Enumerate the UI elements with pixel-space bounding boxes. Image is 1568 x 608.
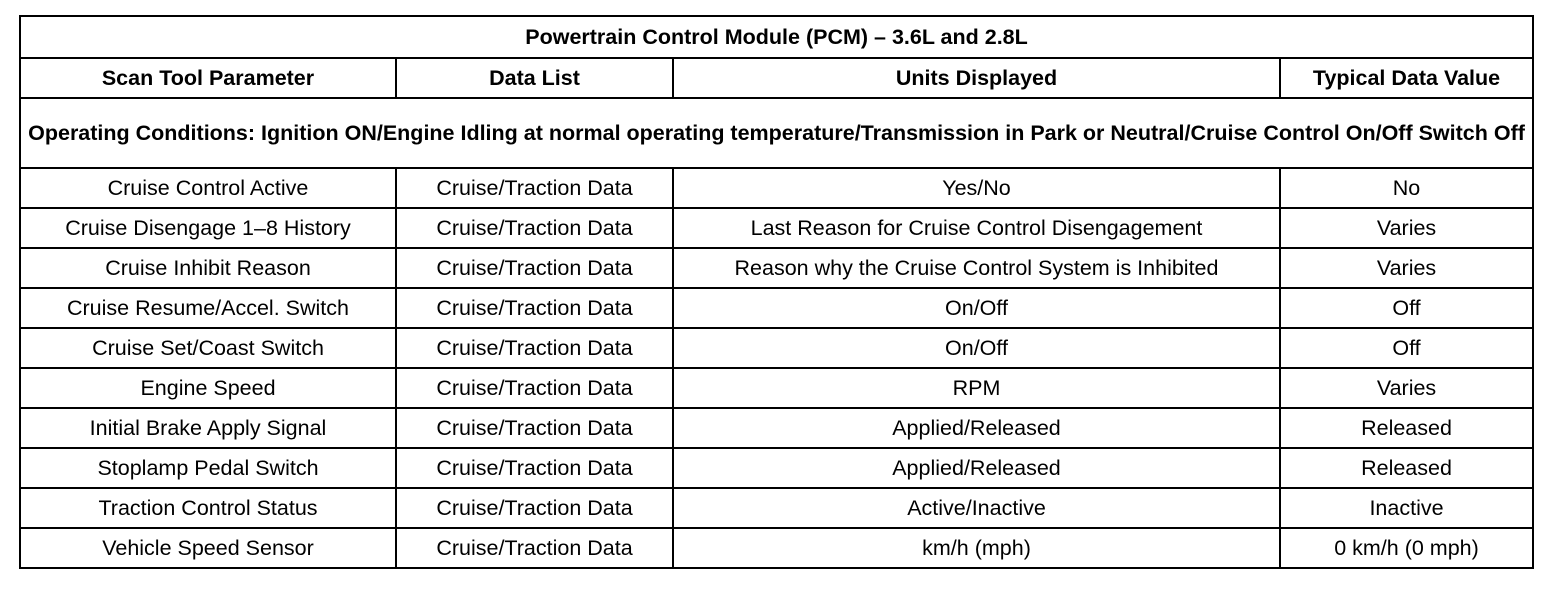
- cell-units: Last Reason for Cruise Control Disengagement: [673, 208, 1280, 248]
- table-row: [20, 528, 1533, 568]
- table-row: [20, 168, 1533, 208]
- operating-conditions-row: [20, 98, 1533, 168]
- table-row: [20, 208, 1533, 248]
- cell-parameter: Cruise Inhibit Reason: [20, 248, 396, 288]
- cell-parameter: Cruise Set/Coast Switch: [20, 328, 396, 368]
- cell-typical-value: Off: [1280, 328, 1533, 368]
- cell-typical-value: Inactive: [1280, 488, 1533, 528]
- table-row: [20, 408, 1533, 448]
- cell-data-list: Cruise/Traction Data: [396, 448, 673, 488]
- cell-units: RPM: [673, 368, 1280, 408]
- pcm-data-table-container: [19, 15, 1532, 569]
- cell-typical-value: 0 km/h (0 mph): [1280, 528, 1533, 568]
- column-header-units: Units Displayed: [673, 58, 1280, 98]
- table-title-row: [20, 16, 1533, 58]
- table-body: [20, 168, 1533, 568]
- cell-parameter: Traction Control Status: [20, 488, 396, 528]
- cell-units: km/h (mph): [673, 528, 1280, 568]
- cell-typical-value: Released: [1280, 448, 1533, 488]
- cell-units: Applied/Released: [673, 448, 1280, 488]
- cell-parameter: Cruise Disengage 1–8 History: [20, 208, 396, 248]
- cell-parameter: Initial Brake Apply Signal: [20, 408, 396, 448]
- cell-parameter: Stoplamp Pedal Switch: [20, 448, 396, 488]
- cell-parameter: Vehicle Speed Sensor: [20, 528, 396, 568]
- cell-typical-value: Varies: [1280, 208, 1533, 248]
- cell-data-list: Cruise/Traction Data: [396, 368, 673, 408]
- cell-units: On/Off: [673, 328, 1280, 368]
- cell-data-list: Cruise/Traction Data: [396, 288, 673, 328]
- cell-data-list: Cruise/Traction Data: [396, 408, 673, 448]
- table-row: [20, 328, 1533, 368]
- cell-data-list: Cruise/Traction Data: [396, 248, 673, 288]
- cell-typical-value: Varies: [1280, 368, 1533, 408]
- column-header-data-list: Data List: [396, 58, 673, 98]
- cell-typical-value: Off: [1280, 288, 1533, 328]
- table-row: [20, 368, 1533, 408]
- cell-typical-value: Varies: [1280, 248, 1533, 288]
- cell-parameter: Cruise Resume/Accel. Switch: [20, 288, 396, 328]
- cell-typical-value: Released: [1280, 408, 1533, 448]
- cell-data-list: Cruise/Traction Data: [396, 528, 673, 568]
- cell-parameter: Engine Speed: [20, 368, 396, 408]
- table-row: [20, 288, 1533, 328]
- pcm-data-table: [19, 15, 1534, 569]
- cell-data-list: Cruise/Traction Data: [396, 488, 673, 528]
- cell-units: Yes/No: [673, 168, 1280, 208]
- column-header-parameter: Scan Tool Parameter: [20, 58, 396, 98]
- cell-data-list: Cruise/Traction Data: [396, 168, 673, 208]
- cell-units: Applied/Released: [673, 408, 1280, 448]
- cell-units: Reason why the Cruise Control System is Inhibited: [673, 248, 1280, 288]
- operating-conditions: Operating Conditions: Ignition ON/Engine Idling at normal operating temperature/Transmission in Park or Neutral/Cruise Control On/Off Switch Off: [20, 98, 1533, 168]
- cell-data-list: Cruise/Traction Data: [396, 208, 673, 248]
- cell-typical-value: No: [1280, 168, 1533, 208]
- cell-units: Active/Inactive: [673, 488, 1280, 528]
- table-title: Powertrain Control Module (PCM) – 3.6L and 2.8L: [20, 16, 1533, 58]
- cell-units: On/Off: [673, 288, 1280, 328]
- column-header-typical-value: Typical Data Value: [1280, 58, 1533, 98]
- column-header-row: [20, 58, 1533, 98]
- cell-parameter: Cruise Control Active: [20, 168, 396, 208]
- table-row: [20, 448, 1533, 488]
- cell-data-list: Cruise/Traction Data: [396, 328, 673, 368]
- table-row: [20, 488, 1533, 528]
- table-row: [20, 248, 1533, 288]
